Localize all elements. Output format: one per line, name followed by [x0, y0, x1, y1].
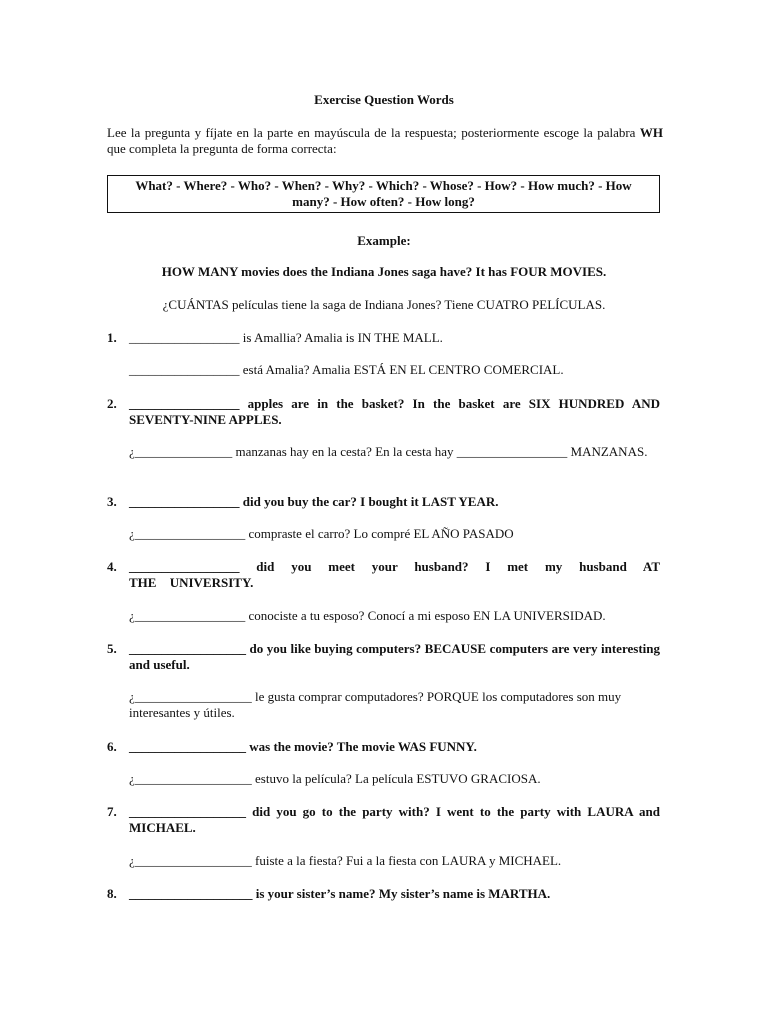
instructions-text — [107, 125, 663, 157]
example-label: Example: — [357, 233, 411, 248]
page-title: Exercise Question Words — [314, 92, 454, 107]
example-spanish: ¿CUÁNTAS películas tiene la saga de Indiana Jones? Tiene CUATRO PELÍCULAS. — [162, 297, 606, 312]
item-spanish: ¿__________________ le gusta comprar computadores? PORQUE los computadores son muy interesantes y útiles. — [129, 689, 622, 720]
item-english: _________________ is Amallia? Amalia is IN THE MALL. — [129, 330, 443, 345]
item-english: _________________ did you meet your husband? I met my husband AT THE UNIVERSITY. — [129, 559, 660, 590]
item-number: 2. — [107, 396, 117, 411]
item-english: _________________ apples are in the basket? In the basket are SIX HUNDRED AND SEVENTY-NINE APPLES. — [129, 396, 660, 427]
item-english: __________________ was the movie? The movie WAS FUNNY. — [129, 739, 477, 754]
item-number: 5. — [107, 641, 117, 656]
item-spanish: ¿_________________ compraste el carro? Lo compré EL AÑO PASADO — [129, 526, 514, 541]
item-spanish: ¿_______________ manzanas hay en la cesta? En la cesta hay _________________ MANZANAS. — [129, 444, 648, 459]
item-spanish: _________________ está Amalia? Amalia ESTÁ EN EL CENTRO COMERCIAL. — [129, 362, 564, 377]
item-number: 1. — [107, 330, 117, 345]
item-number: 7. — [107, 804, 117, 819]
item-spanish: ¿__________________ estuvo la película? La película ESTUVO GRACIOSA. — [129, 771, 541, 786]
item-spanish: ¿_________________ conociste a tu esposo? Conocí a mi esposo EN LA UNIVERSIDAD. — [129, 608, 606, 623]
item-english: __________________ do you like buying computers? BECAUSE computers are very interesting and useful. — [129, 641, 660, 672]
instructions-wh: WH — [639, 125, 664, 140]
item-number: 4. — [107, 559, 117, 574]
example-english: HOW MANY movies does the Indiana Jones saga have? It has FOUR MOVIES. — [161, 264, 607, 279]
item-number: 3. — [107, 494, 117, 509]
item-english: ___________________ is your sister’s name? My sister’s name is MARTHA. — [129, 886, 551, 901]
item-number: 6. — [107, 739, 117, 754]
item-spanish: ¿__________________ fuiste a la fiesta? Fui a la fiesta con LAURA y MICHAEL. — [129, 853, 562, 868]
question-word-box: What? - Where? - Who? - When? - Why? - Which? - Whose? - How? - How much? - How many? - How often? - How long? — [107, 175, 660, 213]
item-english: _________________ did you buy the car? I bought it LAST YEAR. — [129, 494, 499, 509]
instructions-line-1: Lee la pregunta y fíjate en la parte en mayúscula de la respuesta; posteriormente escoge la palabra — [107, 125, 636, 140]
instructions — [107, 125, 663, 157]
item-english: __________________ did you go to the party with? I went to the party with LAURA and MICHAEL. — [129, 804, 660, 835]
item-number: 8. — [107, 886, 117, 901]
instructions-line-2: que completa la pregunta de forma correcta: — [107, 141, 337, 156]
